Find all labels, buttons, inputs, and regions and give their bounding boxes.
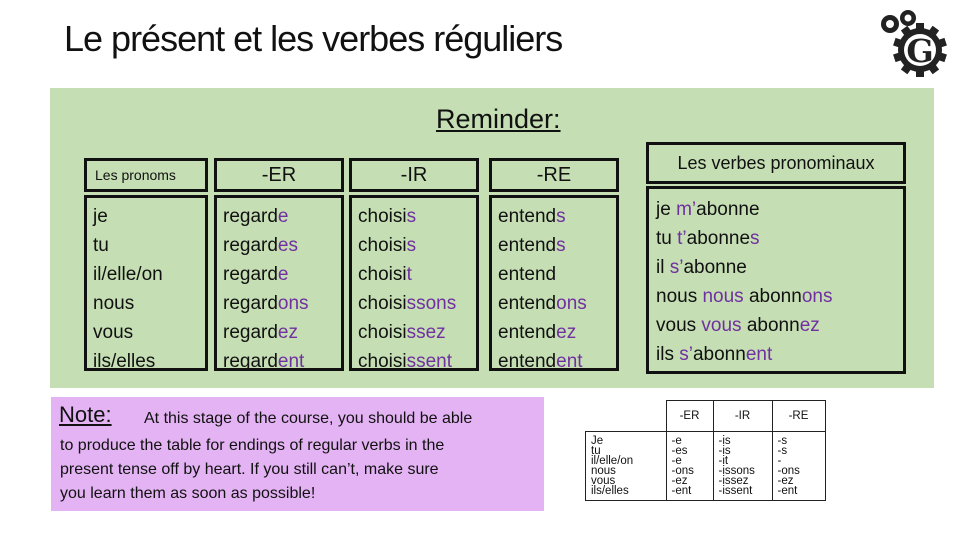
ending: ez — [556, 322, 577, 343]
cell-line: -ez — [777, 475, 794, 487]
note-text-line: present tense off by heart. If you still can’t, make sure — [60, 461, 439, 478]
cell-line: -is — [718, 435, 731, 447]
ir-item — [358, 260, 476, 289]
cell-line: -s — [777, 445, 788, 457]
pronom-item: nous — [93, 293, 135, 314]
stem: abonn — [741, 315, 800, 336]
ending: e — [277, 206, 289, 227]
ir-item — [358, 289, 476, 318]
cell-line: -ent — [671, 485, 692, 497]
stem: regard — [223, 351, 278, 372]
pronom-item: je — [93, 206, 108, 227]
re-item — [498, 202, 616, 231]
ending: es — [277, 235, 298, 256]
cell-line: -es — [671, 445, 688, 457]
ir-header-box — [349, 158, 479, 192]
er-header: -ER — [261, 163, 297, 186]
endings-summary-table — [585, 400, 826, 501]
subject: ils — [656, 344, 680, 365]
stem: abonne — [686, 228, 751, 249]
ending: ent — [556, 351, 583, 372]
subject: je — [656, 199, 677, 220]
ir-header: -IR — [400, 163, 428, 186]
subject: il — [656, 257, 670, 278]
cell-line: - — [777, 455, 782, 467]
pronominal-item — [656, 282, 903, 311]
pronominal-item — [656, 311, 903, 340]
pronominal-item — [656, 253, 903, 282]
cell-line: -e — [671, 455, 682, 467]
re-header-box — [489, 158, 619, 192]
er-item — [223, 260, 341, 289]
cell-line: -ent — [777, 485, 798, 497]
pronoms-header-box — [84, 158, 208, 192]
reflexive: s’ — [679, 344, 693, 365]
ending: ons — [801, 286, 833, 307]
cell-line: -ons — [777, 465, 800, 477]
ending: ent — [745, 344, 773, 365]
pronoms-header: Les pronoms — [95, 167, 176, 183]
cell-line: -ez — [671, 475, 688, 487]
ending: s — [406, 235, 417, 256]
table-cell-re — [772, 432, 825, 501]
ending: s — [556, 235, 566, 256]
pronominaux-list — [646, 186, 906, 374]
pronom-item: tu — [93, 235, 109, 256]
cell-line: -it — [718, 455, 729, 467]
re-item — [498, 231, 616, 260]
stem: entend — [498, 322, 557, 343]
subject: nous — [656, 286, 703, 307]
ending: ons — [277, 293, 309, 314]
ending: ent — [277, 351, 305, 372]
reflexive: vous — [701, 315, 742, 336]
pronominaux-header: Les verbes pronominaux — [677, 152, 875, 173]
gear-tooth — [916, 69, 924, 77]
cell-line: -issons — [718, 465, 755, 477]
table-cell-ir — [713, 432, 772, 501]
reminder-heading: Reminder: — [436, 104, 561, 134]
stem: regard — [223, 293, 278, 314]
stem: abonne — [696, 199, 760, 220]
er-item — [223, 318, 341, 347]
ending: t — [406, 264, 412, 285]
ending: ssent — [406, 351, 452, 372]
stem: choisi — [358, 206, 407, 227]
re-item — [498, 260, 616, 289]
ir-list — [349, 195, 479, 371]
er-header-box — [214, 158, 344, 192]
ending: e — [277, 264, 289, 285]
stem: choisi — [358, 235, 407, 256]
reflexive: nous — [702, 286, 744, 307]
ending: ez — [277, 322, 298, 343]
stem: abonne — [683, 257, 747, 278]
table-row — [586, 401, 826, 432]
stem: regard — [223, 235, 278, 256]
pronom-item: ils/elles — [93, 351, 156, 372]
gear-logo-icon — [872, 4, 948, 80]
pronominal-item — [656, 340, 903, 369]
ending: ssons — [406, 293, 457, 314]
note-label: Note: — [59, 402, 112, 427]
stem: regard — [223, 264, 278, 285]
pronominal-item — [656, 224, 903, 253]
cell-line: -issent — [718, 485, 753, 497]
ending: s — [406, 206, 417, 227]
er-item — [223, 202, 341, 231]
stem: entend — [498, 235, 557, 256]
gear-tooth — [916, 23, 924, 31]
table-cell-pronoms — [586, 432, 667, 501]
re-item — [498, 347, 616, 376]
note-text-line: At this stage of the course, you should be able — [144, 410, 473, 427]
pronominaux-header-box — [646, 142, 906, 184]
stem: choisi — [358, 293, 407, 314]
cell-line: -s — [777, 435, 788, 447]
stem: abonn — [692, 344, 746, 365]
er-item — [223, 289, 341, 318]
pronom-item: vous — [93, 322, 134, 343]
er-list — [214, 195, 344, 371]
subject: vous — [656, 315, 702, 336]
cell-line: tu — [591, 445, 601, 457]
note-text-line: to produce the table for endings of regular verbs in the — [60, 437, 445, 454]
page-title: Le présent et les verbes réguliers — [64, 18, 563, 59]
ending: ez — [799, 315, 820, 336]
reflexive: t’ — [677, 228, 687, 249]
ending: s — [556, 206, 566, 227]
pronom-item: il/elle/on — [93, 264, 163, 285]
column-header: -IR — [713, 401, 772, 432]
note-text-line: you learn them as soon as possible! — [60, 485, 316, 502]
cell-line: -is — [718, 445, 731, 457]
pronominal-item — [656, 195, 903, 224]
re-list — [489, 195, 619, 371]
stem: entend — [498, 206, 557, 227]
cell-line: -ons — [671, 465, 694, 477]
stem: entend — [498, 293, 557, 314]
cell-line: -issez — [718, 475, 749, 487]
cell-line: nous — [591, 465, 616, 477]
stem: regard — [223, 322, 278, 343]
table-corner — [586, 401, 667, 432]
ending: ons — [556, 293, 587, 314]
ir-item — [358, 347, 476, 376]
cell-line: Je — [591, 435, 604, 447]
pronoms-list — [84, 195, 208, 371]
stem: entend — [498, 264, 557, 285]
cell-line: il/elle/on — [591, 455, 634, 467]
cell-line: vous — [591, 475, 616, 487]
stem: regard — [223, 206, 278, 227]
re-item — [498, 318, 616, 347]
ending: s — [750, 228, 760, 249]
table-cell-er — [666, 432, 713, 501]
stem: abonn — [743, 286, 802, 307]
subject: tu — [656, 228, 678, 249]
logo-letter: G — [906, 32, 934, 70]
column-header: -RE — [772, 401, 825, 432]
er-item — [223, 347, 341, 376]
reflexive: m’ — [676, 199, 697, 220]
ir-item — [358, 202, 476, 231]
er-item — [223, 231, 341, 260]
cell-line: -e — [671, 435, 682, 447]
stem: choisi — [358, 322, 407, 343]
ending: ssez — [406, 322, 446, 343]
re-header: -RE — [536, 163, 572, 186]
table-row — [586, 432, 826, 501]
ir-item — [358, 318, 476, 347]
column-header: -ER — [666, 401, 713, 432]
stem: entend — [498, 351, 557, 372]
reflexive: s’ — [669, 257, 684, 278]
stem: choisi — [358, 264, 407, 285]
ir-item — [358, 231, 476, 260]
re-item — [498, 289, 616, 318]
stem: choisi — [358, 351, 407, 372]
cell-line: ils/elles — [591, 485, 629, 497]
